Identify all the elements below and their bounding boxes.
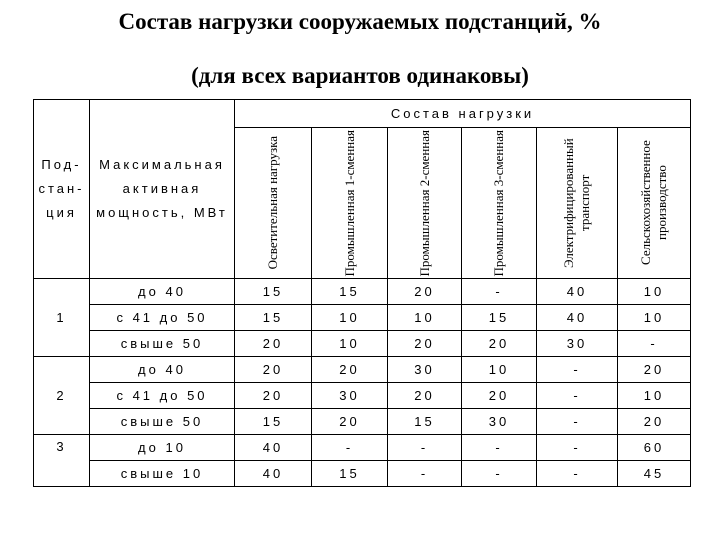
value-cell: - — [537, 461, 618, 487]
table-row — [34, 357, 691, 383]
power-range-cell: свыше 50 — [90, 409, 235, 435]
header-load-group: Состав нагрузки — [235, 100, 691, 128]
value-cell: 10 — [618, 279, 691, 305]
value-cell: 20 — [235, 357, 312, 383]
header-industrial-1shift-label: Промышленная 1-сменная — [341, 129, 357, 277]
value-cell: 40 — [235, 461, 312, 487]
table-row — [34, 435, 691, 461]
substation-cell: 3 — [34, 435, 90, 487]
value-cell: 60 — [618, 435, 691, 461]
value-cell: 20 — [618, 357, 691, 383]
table-row — [34, 331, 691, 357]
load-composition-table — [33, 99, 691, 487]
header-industrial-2shift — [388, 128, 462, 279]
value-cell: 40 — [537, 279, 618, 305]
value-cell: 15 — [462, 305, 537, 331]
value-cell: - — [312, 435, 388, 461]
power-range-cell: до 10 — [90, 435, 235, 461]
value-cell: 10 — [312, 331, 388, 357]
value-cell: - — [537, 409, 618, 435]
header-lighting — [235, 128, 312, 279]
value-cell: 15 — [312, 279, 388, 305]
value-cell: - — [462, 435, 537, 461]
header-agriculture-label: Сельскохозяйственное производство — [638, 140, 670, 266]
value-cell: 20 — [235, 331, 312, 357]
page-title: Состав нагрузки сооружаемых подстанций, % — [118, 9, 602, 34]
value-cell: 10 — [388, 305, 462, 331]
value-cell: 10 — [462, 357, 537, 383]
value-cell: - — [537, 357, 618, 383]
substation-cell: 1 — [34, 279, 90, 357]
table-row — [34, 279, 691, 305]
power-range-cell: до 40 — [90, 357, 235, 383]
power-range-cell: с 41 до 50 — [90, 383, 235, 409]
value-cell: 10 — [618, 305, 691, 331]
header-industrial-3shift-label: Промышленная 3-сменная — [491, 129, 506, 277]
power-range-cell: свыше 10 — [90, 461, 235, 487]
value-cell: 10 — [312, 305, 388, 331]
header-electric-transport-label: Электрифицированный транспорт — [561, 138, 592, 268]
value-cell: 20 — [462, 331, 537, 357]
value-cell: 30 — [312, 383, 388, 409]
header-agriculture — [618, 128, 691, 279]
header-industrial-2shift-label: Промышленная 2-сменная — [416, 129, 432, 277]
value-cell: 20 — [312, 409, 388, 435]
value-cell: 40 — [235, 435, 312, 461]
header-substation — [34, 100, 90, 279]
header-lighting-label: Осветительная нагрузка — [265, 136, 280, 270]
header-max-power-label: Максимальная активная мощность, МВт — [96, 157, 228, 220]
value-cell: 20 — [312, 357, 388, 383]
value-cell: 15 — [312, 461, 388, 487]
value-cell: 10 — [618, 383, 691, 409]
value-cell: 20 — [388, 279, 462, 305]
table-row — [34, 305, 691, 331]
header-industrial-3shift — [462, 128, 537, 279]
value-cell: 20 — [462, 383, 537, 409]
header-substation-label: Под- стан- ция — [38, 157, 85, 220]
table-row — [34, 409, 691, 435]
value-cell: 30 — [462, 409, 537, 435]
value-cell: - — [537, 435, 618, 461]
value-cell: 20 — [618, 409, 691, 435]
value-cell: 20 — [235, 383, 312, 409]
power-range-cell: с 41 до 50 — [90, 305, 235, 331]
page-subtitle: (для всех вариантов одинаковы) — [191, 63, 529, 88]
value-cell: 20 — [388, 331, 462, 357]
value-cell: - — [462, 279, 537, 305]
value-cell: 15 — [388, 409, 462, 435]
value-cell: - — [618, 331, 691, 357]
value-cell: - — [388, 435, 462, 461]
header-max-power — [90, 100, 235, 279]
value-cell: 45 — [618, 461, 691, 487]
table-row — [34, 383, 691, 409]
power-range-cell: до 40 — [90, 279, 235, 305]
value-cell: 15 — [235, 409, 312, 435]
table-row — [34, 461, 691, 487]
value-cell: 15 — [235, 279, 312, 305]
value-cell: 40 — [537, 305, 618, 331]
header-electric-transport — [537, 128, 618, 279]
header-industrial-1shift — [312, 128, 388, 279]
value-cell: - — [537, 383, 618, 409]
value-cell: 15 — [235, 305, 312, 331]
value-cell: - — [462, 461, 537, 487]
value-cell: 30 — [388, 357, 462, 383]
value-cell: 20 — [388, 383, 462, 409]
substation-cell: 2 — [34, 357, 90, 435]
value-cell: 30 — [537, 331, 618, 357]
power-range-cell: свыше 50 — [90, 331, 235, 357]
value-cell: - — [388, 461, 462, 487]
